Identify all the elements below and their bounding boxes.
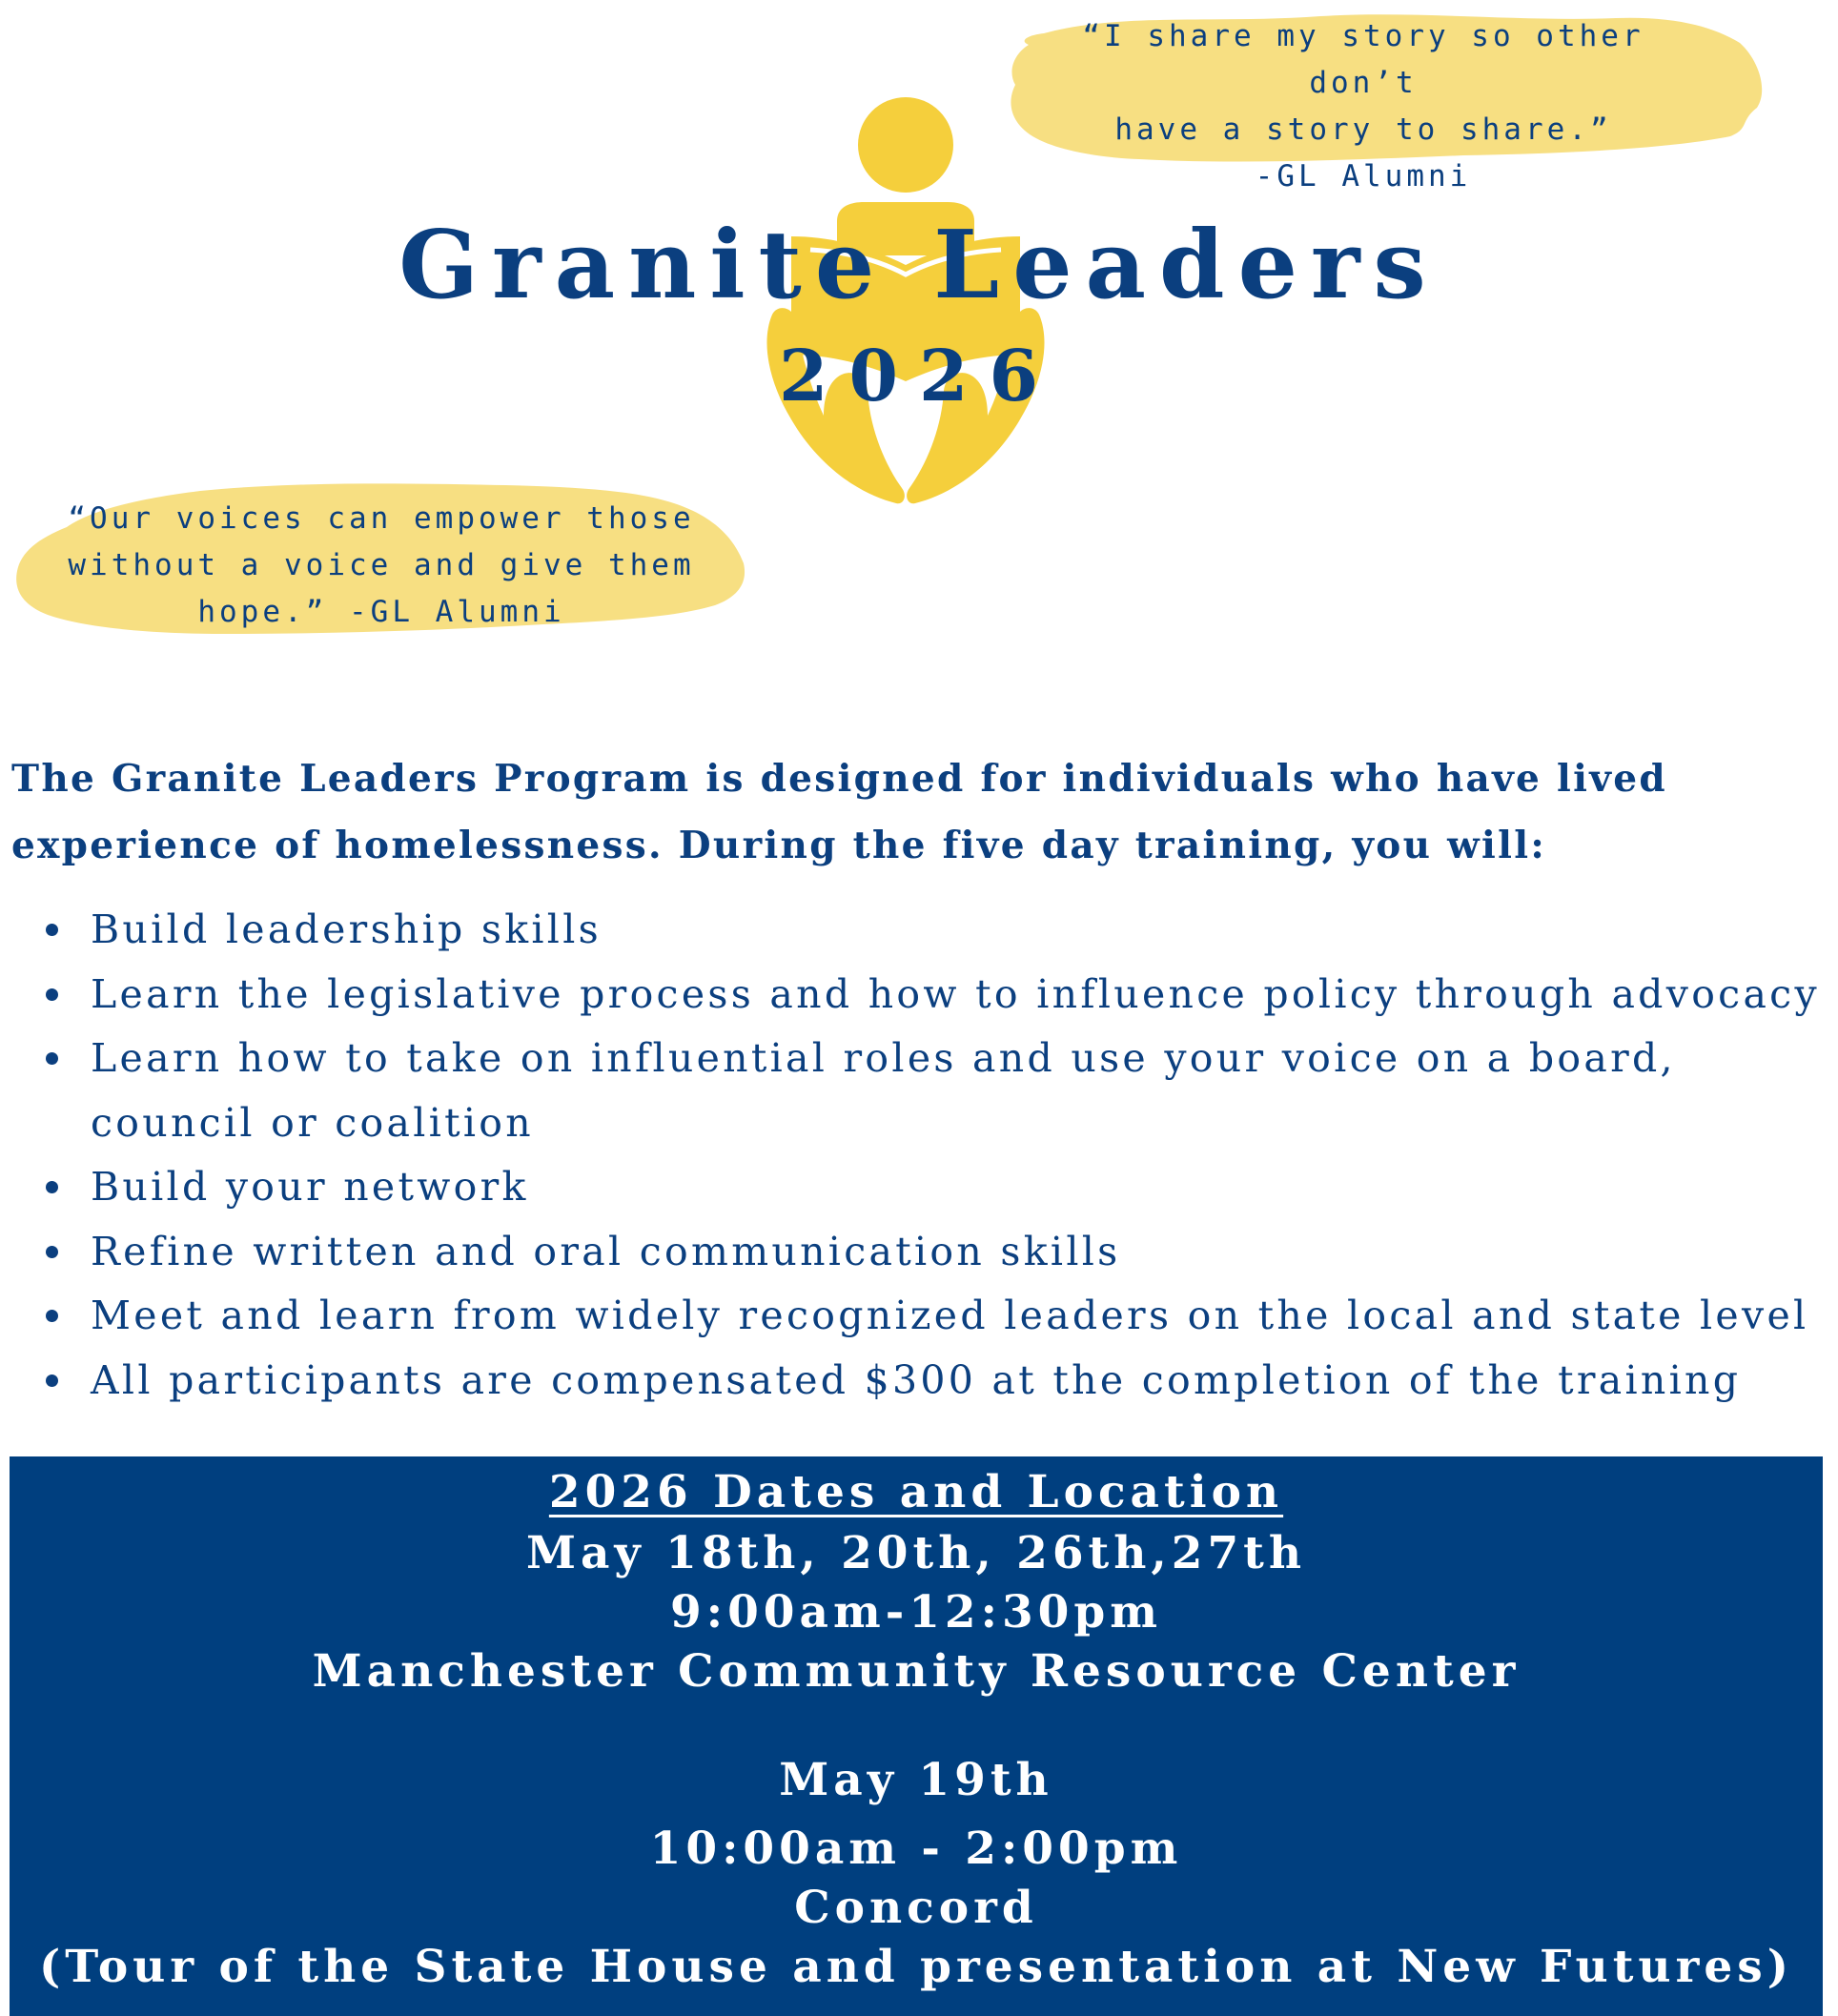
title-year: 2026 [779,336,1059,417]
session-1-location: Manchester Community Resource Center [312,1645,1521,1698]
list-item [38,1220,1830,1285]
session-1-days: May 18th, 20th, 26th,27th [525,1527,1307,1579]
list-item-text: All participants are compensated $300 at the completion of the training [91,1356,1742,1403]
dates-heading-row [10,1464,1823,1521]
bullet-dot-icon [46,1310,58,1322]
bullet-dot-icon [46,924,58,936]
program-description-line-2: experience of homelessness. During the five day training, you will: [11,824,1547,867]
bullet-dot-icon [46,1375,58,1387]
quote-top-line-3: -GL Alumni [1255,159,1472,193]
list-item [38,1027,1830,1155]
session-2-days: May 19th [779,1754,1053,1806]
list-item [38,1284,1830,1349]
list-item [38,963,1830,1028]
dates-heading: 2026 Dates and Location [548,1466,1284,1518]
bullet-dot-icon [46,1052,58,1065]
list-item-text: Learn the legislative process and how to influence policy through advocacy [91,970,1820,1017]
list-item [38,1155,1830,1220]
page-title: Granite Leaders [398,211,1440,320]
session-1-time: 9:00am-12:30pm [670,1586,1162,1639]
list-item-text-continued: council or coalition [91,1099,534,1146]
quote-top-line-2: have a story to share.” [1114,112,1612,147]
quote-left-line-3: hope.” -GL Alumni [197,595,565,629]
session-2-location: Concord [794,1882,1038,1934]
training-outcomes-list [38,898,1830,1413]
bullet-dot-icon [46,1181,58,1193]
list-item-text: Build leadership skills [91,906,602,952]
session-2-note: (Tour of the State House and presentation at New Futures) [39,1941,1793,1993]
list-item-text: Meet and learn from widely recognized leaders on the local and state level [91,1293,1809,1338]
list-item-text: Build your network [91,1164,529,1210]
quote-left-line-2: without a voice and give them [68,548,695,582]
bullet-dot-icon [46,1246,58,1258]
quote-top-line-1: “I share my story so other don’t [1082,19,1644,100]
list-item [38,898,1830,963]
program-description [11,745,1823,879]
alumni-quote-left [38,496,725,636]
program-description-line-1: The Granite Leaders Program is designed for individuals who have lived [11,757,1667,801]
bullet-dot-icon [46,988,58,1001]
list-item [38,1349,1830,1414]
dates-location-banner [10,1456,1823,2016]
alumni-quote-top [1039,13,1687,200]
list-item-text: Refine written and oral communication skills [91,1228,1121,1274]
list-item-text: Learn how to take on influential roles and use your voice on a board, [91,1035,1676,1081]
quote-left-line-1: “Our voices can empower those [68,501,695,536]
session-2-time: 10:00am - 2:00pm [649,1823,1183,1875]
